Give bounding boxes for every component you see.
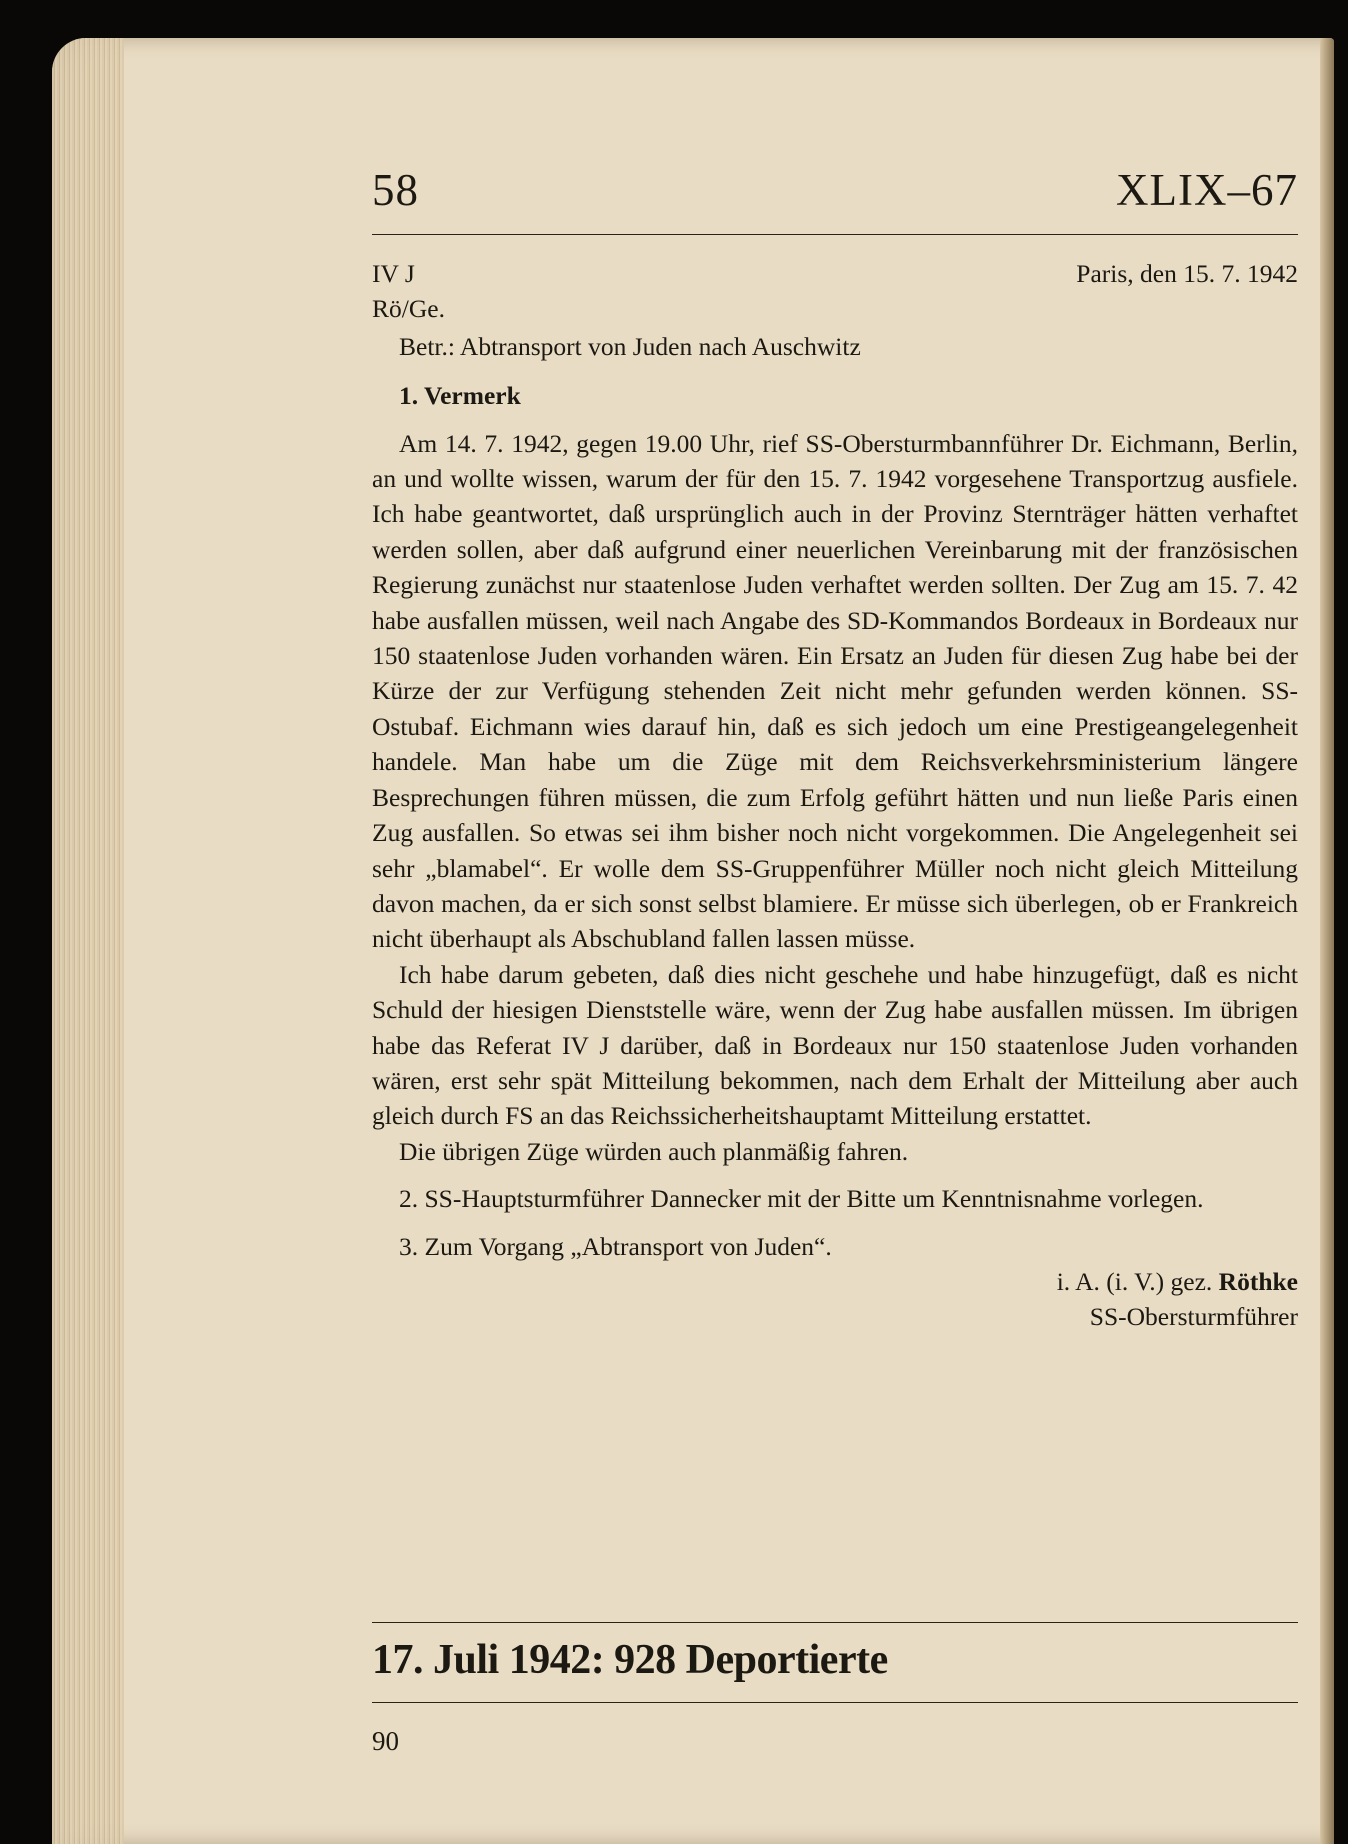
- place-date: Paris, den 15. 7. 1942: [1076, 259, 1298, 288]
- signature-block: [372, 1264, 1298, 1335]
- paragraph-2: Ich habe darum gebeten, daß dies nicht geschehe und habe hinzugefügt, daß es nicht Schuld der hiesigen Dienststelle wäre, wenn der Zug habe ausfallen müssen. Im übrigen habe das Referat IV J darüber, daß in Bordeaux nur 150 staatenlose Juden vorhanden wären, erst sehr spät Mitteilung bekommen, nach dem Erhalt der Mitteilung aber auch gleich durch FS an das Reichssicherheitshauptamt Mitteilung erstattet.: [372, 959, 1298, 1131]
- footer-page-number: 90: [372, 1726, 399, 1756]
- header-rule: [372, 234, 1298, 235]
- item1-heading: 1. Vermerk: [399, 381, 521, 411]
- paragraph-3: Die übrigen Züge würden auch planmäßig fahren.: [399, 1136, 909, 1166]
- item-2: 2. SS-Hauptsturmführer Dannecker mit der Bitte um Kenntnisnahme vorlegen.: [399, 1184, 1204, 1214]
- paragraph-1: Am 14. 7. 1942, gegen 19.00 Uhr, rief SS-Obersturmbannführer Dr. Eichmann, Berlin, an und wollte wissen, warum der für den 15. 7. 1942 vorgesehene Transportzug ausfiele. Ich habe geantwortet, daß ursprünglich auch in der Provinz Sternträger hätten verhaftet werden sollen, aber daß aufgrund einer neuerlichen Vereinbarung mit der französischen Regierung zunächst nur staatenlose Juden verhaftet werden sollten. Der Zug am 15. 7. 42 habe ausfallen müssen, weil nach Angabe des SD-Kommandos Bordeaux in Bordeaux nur 150 staatenlose Juden vorhanden wären. Ein Ersatz an Juden für diesen Zug habe bei der Kürze der zur Verfügung stehenden Zeit nicht mehr gefunden werden können. SS-Ostubaf. Eichmann wies darauf hin, daß es sich jedoch um eine Prestigeangelegenheit handele. Man habe um die Züge mit dem Reichsverkehrsministerium längere Besprechungen führen müssen, die zum Erfolg geführt hätten und nun ließe Paris einen Zug ausfallen. So etwas sei ihm bisher noch nicht vorgekommen. Die Angelegenheit sei sehr „blamabel“. Er wolle dem SS-Gruppenführer Müller noch nicht gleich Mitteilung davon machen, da er sich sonst selbst blamiere. Er müsse sich überlegen, ob er Frankreich nicht überhaupt als Abschubland fallen lassen müsse.: [372, 428, 1298, 954]
- document-id: XLIX–67: [1116, 165, 1298, 215]
- dept-code: IV J: [372, 259, 415, 288]
- subject-line: Betr.: Abtransport von Juden nach Auschwitz: [399, 331, 861, 361]
- page-edges: [52, 38, 124, 1844]
- reference-code: Rö/Ge.: [372, 294, 445, 324]
- section-rule-top: [372, 1622, 1298, 1623]
- section-rule-bottom: [372, 1702, 1298, 1703]
- page-header: [372, 164, 1298, 224]
- memo-body: [372, 256, 1298, 1335]
- signature-rank: SS-Obersturmführer: [1089, 1302, 1298, 1332]
- signature-name: Röthke: [1218, 1266, 1298, 1296]
- item-3: 3. Zum Vorgang „Abtransport von Juden“.: [399, 1231, 832, 1261]
- memo-head-line: [372, 256, 1298, 291]
- signature-prefix: i. A. (i. V.) gez.: [1056, 1266, 1213, 1296]
- page-content: [320, 38, 1298, 1844]
- book-page: [52, 38, 1334, 1844]
- section-title: 17. Juli 1942: 928 Deportierte: [372, 1637, 888, 1683]
- page-spine: [1320, 38, 1334, 1844]
- page-number: 58: [372, 165, 419, 215]
